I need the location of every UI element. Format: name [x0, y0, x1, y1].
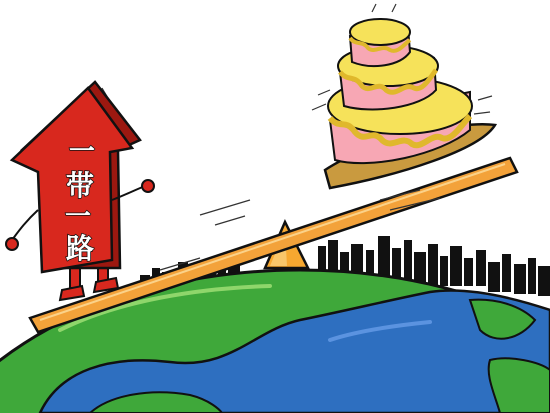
arrow-label-char-3: 一	[64, 202, 92, 232]
arrow-label-char-2: 带	[65, 169, 95, 202]
arrow-label-char-4: 路	[65, 232, 95, 265]
left-hand	[6, 238, 18, 250]
arrow-label-char-1: 一	[68, 137, 96, 167]
right-hand	[142, 180, 154, 192]
